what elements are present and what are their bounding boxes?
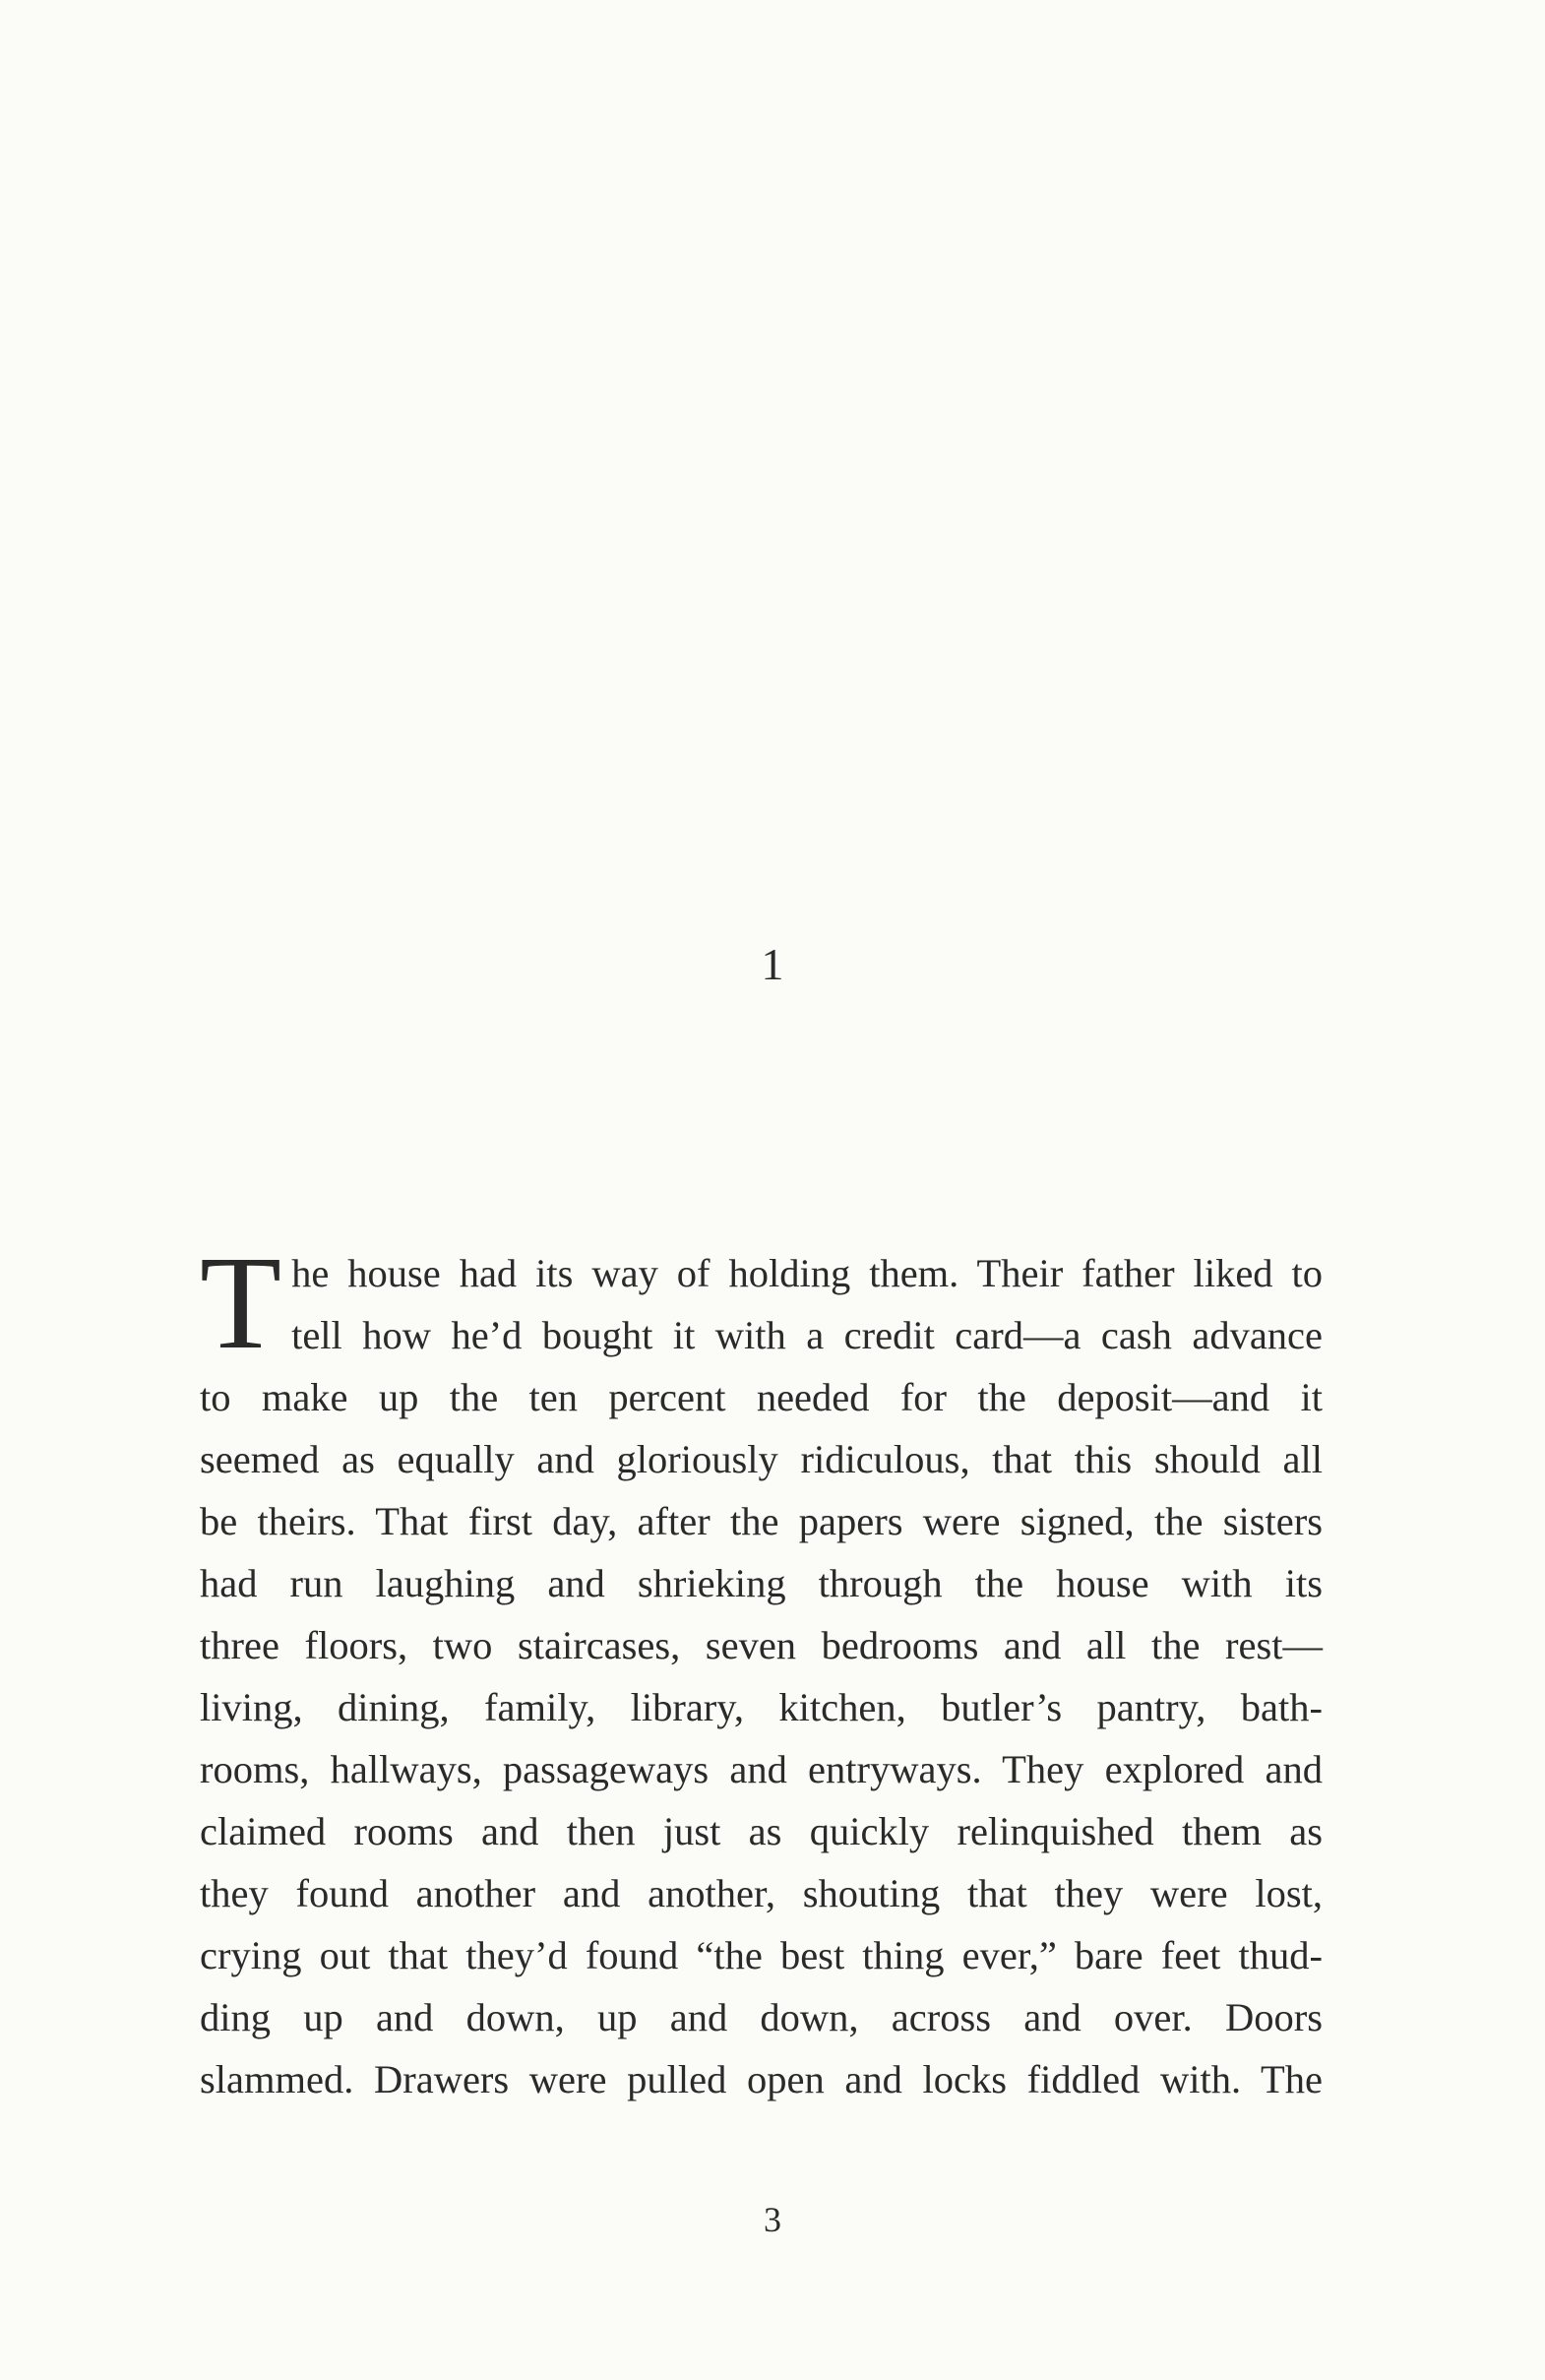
chapter-number: 1 bbox=[761, 939, 784, 989]
drop-cap: T bbox=[200, 1229, 282, 1377]
text-line: three floors, two staircases, seven bedrooms and all the rest— bbox=[200, 1623, 1323, 1667]
text-line: living, dining, family, library, kitchen, butler’s pantry, bath- bbox=[200, 1685, 1323, 1729]
text-line: claimed rooms and then just as quickly relinquished them as bbox=[200, 1809, 1323, 1853]
text-line: seemed as equally and gloriously ridiculous, that this should all bbox=[200, 1437, 1323, 1481]
text-line: rooms, hallways, passageways and entryways. They explored and bbox=[200, 1747, 1323, 1791]
text-line: be theirs. That first day, after the papers were signed, the sisters bbox=[200, 1499, 1323, 1543]
text-line: to make up the ten percent needed for the deposit—and it bbox=[200, 1375, 1323, 1419]
text-line: tell how he’d bought it with a credit card—a cash advance bbox=[291, 1313, 1323, 1357]
text-line: he house had its way of holding them. Their father liked to bbox=[291, 1251, 1323, 1295]
text-line: ding up and down, up and down, across and over. Doors bbox=[200, 1995, 1323, 2039]
text-line: crying out that they’d found “the best thing ever,” bare feet thud- bbox=[200, 1933, 1323, 1977]
text-line: they found another and another, shouting that they were lost, bbox=[200, 1871, 1323, 1915]
chapter-body-text bbox=[200, 1229, 1323, 2110]
text-line: slammed. Drawers were pulled open and locks fiddled with. The bbox=[200, 2057, 1323, 2101]
page-number: 3 bbox=[764, 2200, 781, 2239]
text-line: had run laughing and shrieking through the house with its bbox=[200, 1561, 1323, 1605]
